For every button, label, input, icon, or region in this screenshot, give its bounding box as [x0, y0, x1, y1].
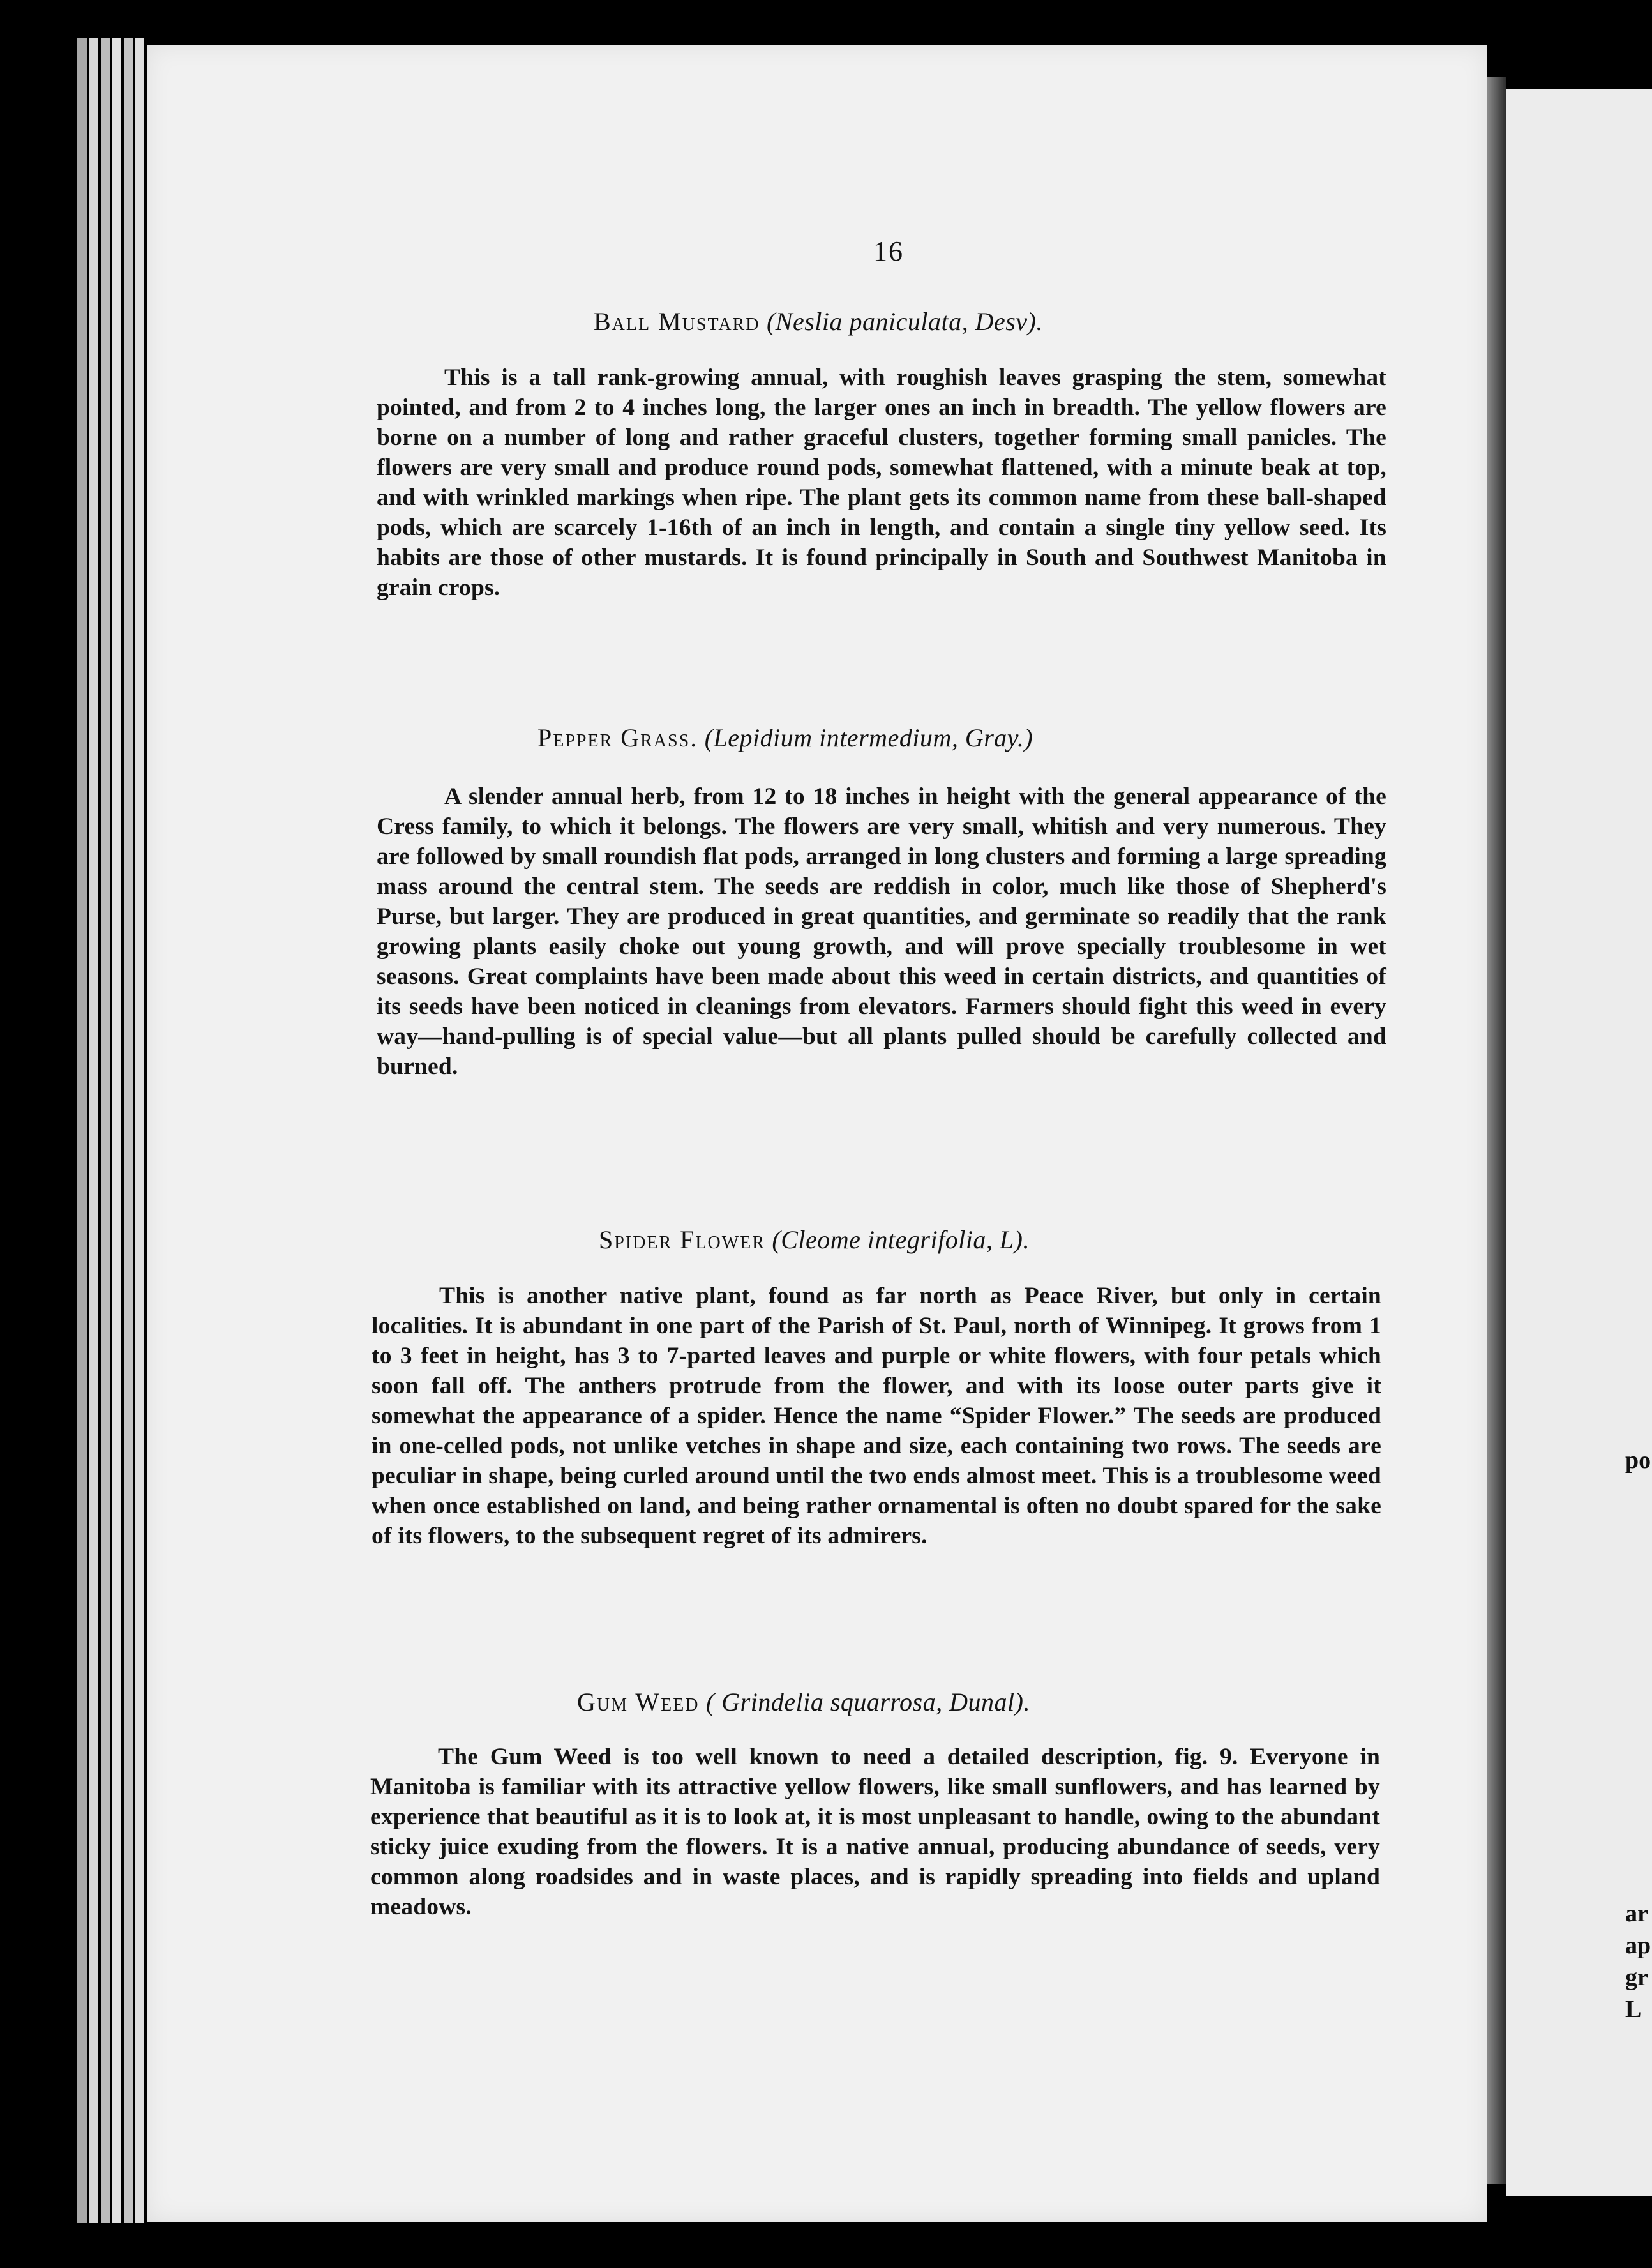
page-stack-edge: [135, 38, 144, 2223]
section-paragraph: This is another native plant, found as far north as Peace River, but only in certain localities. It is abundant in one part of the Parish of St. Paul, north of Winnipeg. It grows from 1 to 3 feet in height, has 3 to 7-parted leaves and purple or white flowers, with four petals which soon fall off. The anthers protrude from the flower, and with its loose outer parts give it somewhat the appearance of a spider. Hence the name “Spider Flower.” The seeds are produced in one-celled pods, not unlike vetches in shape and size, each containing two rows. The seeds are peculiar in shape, being curled around until the two ends almost meet. This is a troublesome weed when once established on land, and being rather ornamental is often no doubt spared for the sake of its flowers, to the subsequent regret of its admirers.: [372, 1283, 1381, 1549]
section-heading: [577, 1687, 1030, 1717]
section-paragraph: The Gum Weed is too well known to need a detailed description, fig. 9. Everyone in Manitoba is familiar with its attractive yellow flowers, like small sunflowers, and has learned by experience that beautiful as it is to look at, it is most unpleasant to handle, owing to the abundant sticky juice exuding from the flowers. It is a native annual, producing abundance of seeds, very common along roadsides and in waste places, and is rapidly spreading into fields and upland meadows.: [370, 1744, 1380, 1920]
page-stack-edge: [77, 38, 87, 2223]
page-stack-edge: [124, 38, 133, 2223]
common-name: Gum Weed: [577, 1688, 700, 1716]
latin-name: (Neslia paniculata, Desv).: [766, 307, 1043, 336]
common-name: Spider Flower: [599, 1225, 765, 1254]
page-stack-edge: [101, 38, 110, 2223]
latin-name: ( Grindelia squarrosa, Dunal).: [705, 1688, 1030, 1716]
section-paragraph: A slender annual herb, from 12 to 18 inches in height with the general appearance of the Cress family, to which it belongs. The flowers are very small, whitish and very numerous. They are followed by small roundish flat pods, arranged in long clusters and forming a large spreading mass around the central stem. The seeds are reddish in color, much like those of Shepherd's Purse, but larger. They are produced in great quantities, and germinate so readily that the rank growing plants easily choke out young growth, and will prove specially troublesome in wet seasons. Great complaints have been made about this weed in certain districts, and quantities of its seeds have been noticed in cleanings from elevators. Farmers should fight this weed in every way—hand-pulling is of special value—but all plants pulled should be carefully collected and burned.: [377, 783, 1386, 1080]
book-spine-shadow: [1487, 77, 1506, 2184]
section-heading: [537, 723, 1033, 753]
common-name: Ball Mustard: [594, 307, 760, 336]
section-heading: [594, 306, 1043, 336]
section-heading: [599, 1225, 1030, 1255]
facing-page-fragment: ar: [1625, 1900, 1648, 1927]
facing-page: [1506, 89, 1652, 2196]
facing-page-fragment: L: [1625, 1996, 1642, 2023]
common-name: Pepper Grass.: [537, 723, 698, 752]
latin-name: (Lepidium intermedium, Gray.): [704, 723, 1033, 752]
page-number: 16: [873, 236, 904, 267]
page-stack-edge: [89, 38, 98, 2223]
latin-name: (Cleome integrifolia, L).: [772, 1225, 1030, 1254]
facing-page-fragment: gr: [1625, 1964, 1648, 1991]
facing-page-fragment: po: [1625, 1447, 1651, 1474]
page-stack-edge: [112, 38, 121, 2223]
section-paragraph: This is a tall rank-growing annual, with roughish leaves grasping the stem, somewhat pointed, and from 2 to 4 inches long, the larger ones an inch in breadth. The yellow flowers are borne on a number of long and rather graceful clusters, together forming small panicles. The flowers are very small and produce round pods, somewhat flattened, with a minute beak at top, and with wrinkled markings when ripe. The plant gets its common name from these ball-shaped pods, which are scarcely 1-16th of an inch in length, and contain a single tiny yellow seed. Its habits are those of other mustards. It is found principally in South and Southwest Manitoba in grain crops.: [377, 365, 1386, 601]
facing-page-fragment: ap: [1625, 1932, 1651, 1959]
